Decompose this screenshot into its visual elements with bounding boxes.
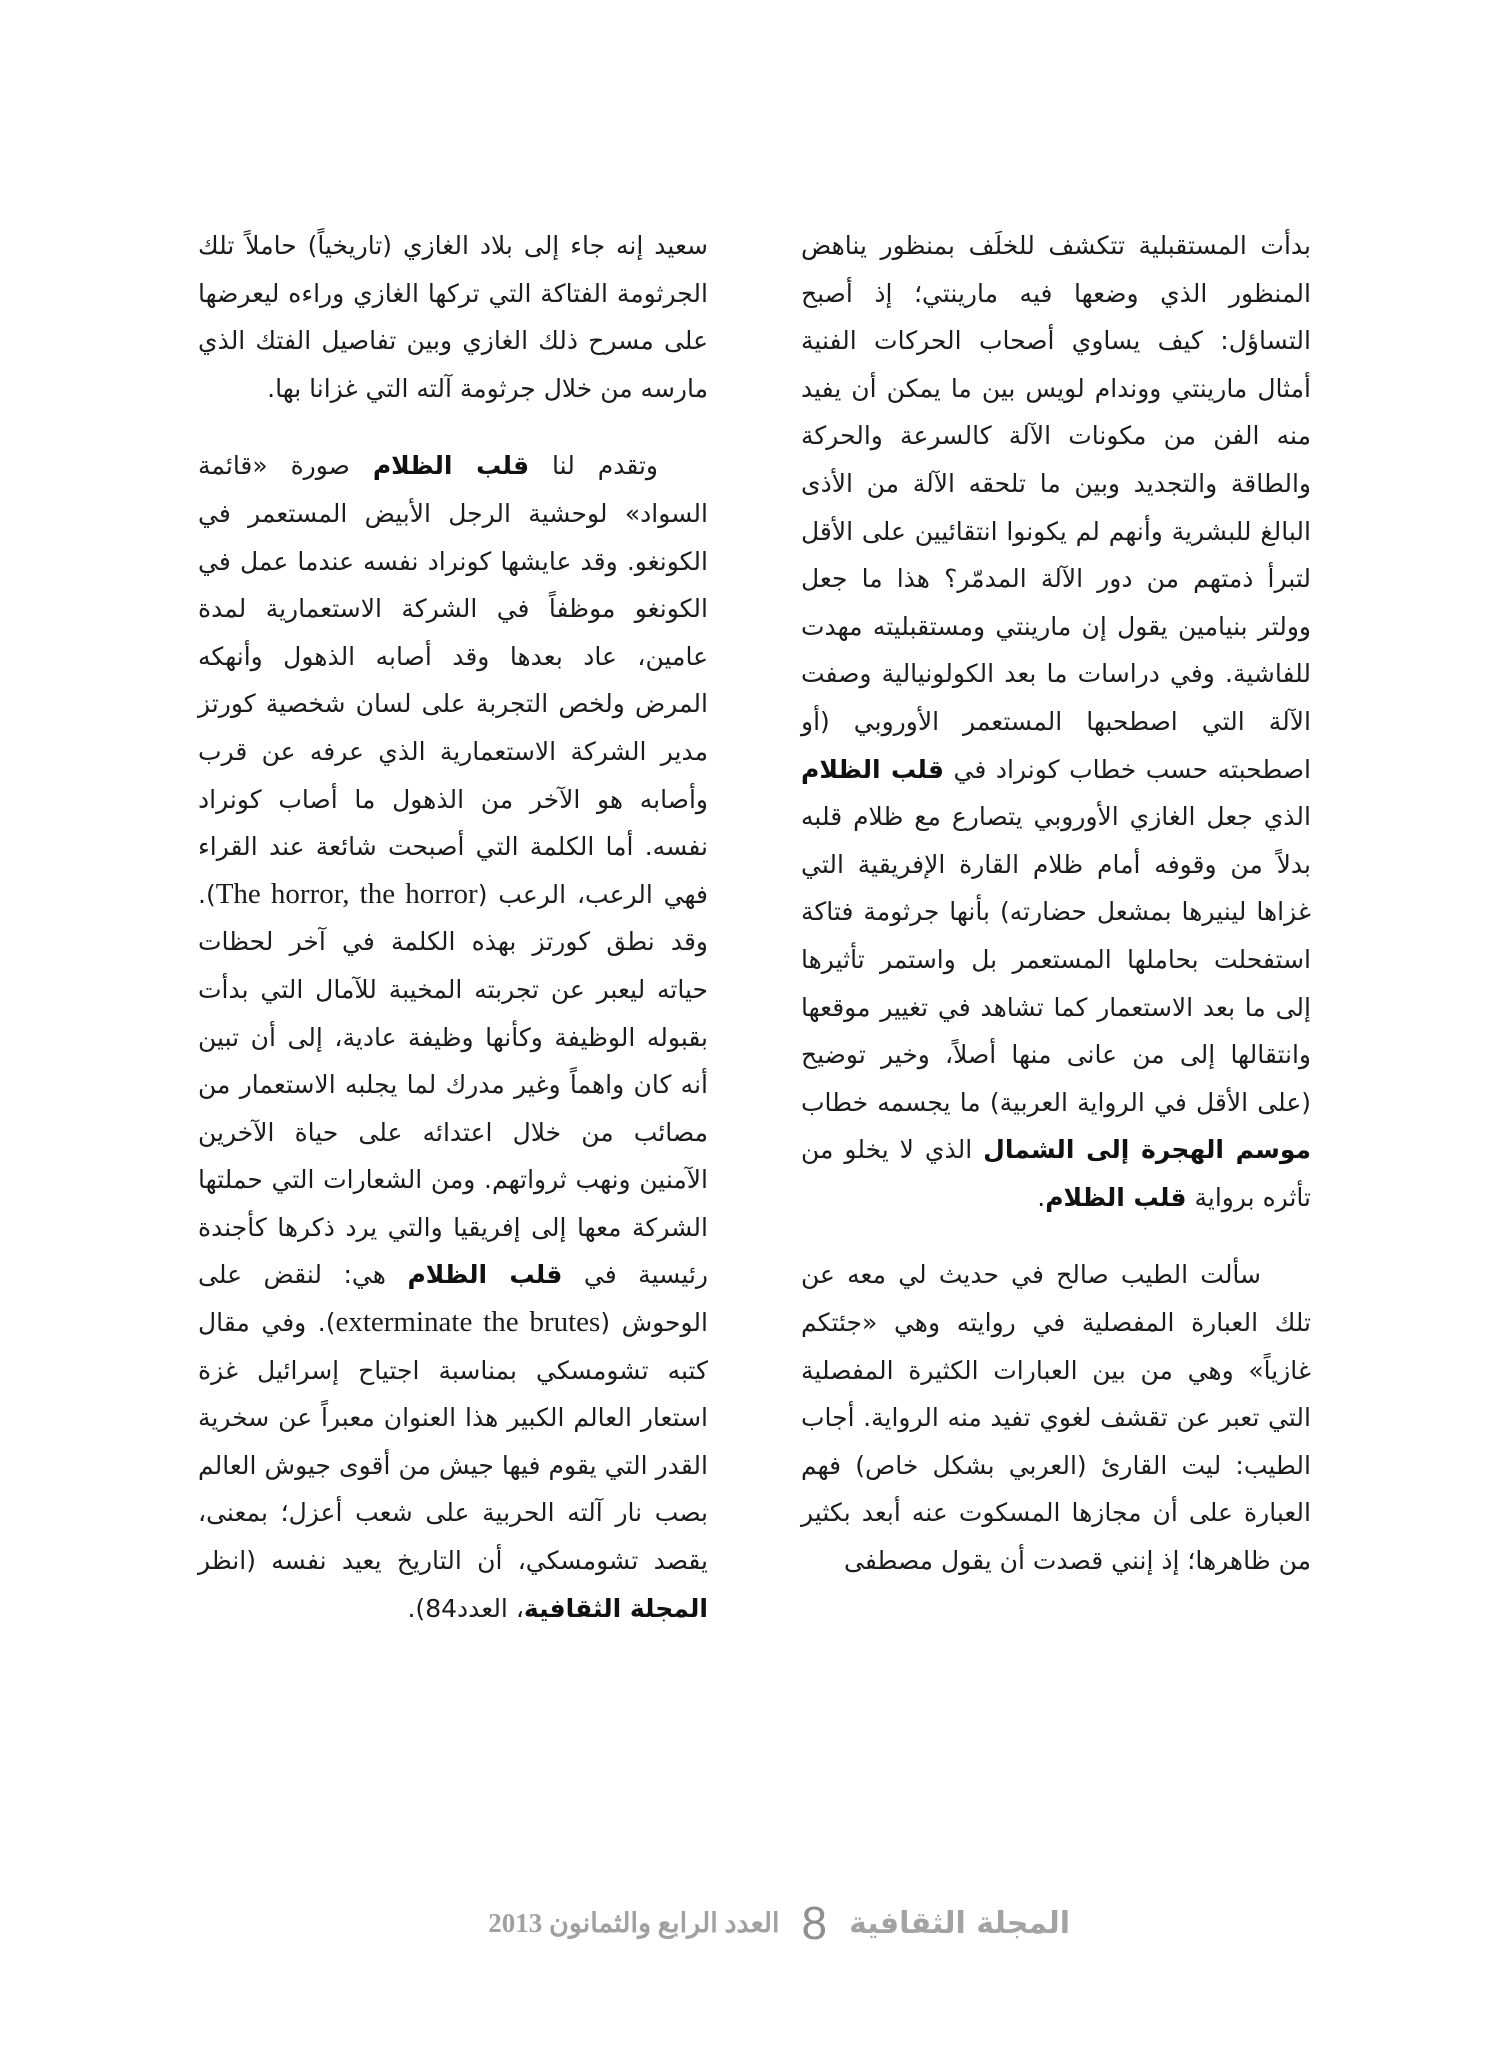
page-number: 8 [801,1897,828,1949]
book-title-bold: قلب الظلام [407,1260,563,1290]
book-title-bold: قلب الظلام [1045,1182,1187,1212]
magazine-title-bold: المجلة الثقافية [523,1593,708,1623]
text-run: صورة «قائمة السواد» لوحشية الرجل الأبيض المستعمر في الكونغو. وقد عايشها كونراد نفسه عندما عمل في الكونغو موظفاً في الشركة الاستعمارية لمدة عامين، عاد بعدها وقد أصابه الذهول وأنهكه المرض ولخص التجربة على لسان شخصية كورتز مدير الشركة الاستعمارية الذي عرفه عن قرب وأصابه هو الآخر من الذهول ما أصاب كونراد نفسه. أما الكلمة التي أصبحت شائعة عند القراء فهي الرعب، الرعب ( [198,451,708,909]
text-run: ). وفي مقال كتبه تشومسكي بمناسبة اجتياح إسرائيل غزة استعار العالم الكبير هذا العنوان معبراً عن سخرية القدر التي يقوم فيها جيش من أقوى جيوش العالم بصب نار آلته الحربية على شعب أعزل؛ بمعنى، يقصد تشومسكي، أن التاريخ يعيد نفسه (انظر [198,1308,708,1576]
book-title-bold: قلب الظلام [801,754,944,784]
book-title-bold: موسم الهجرة إلى الشمال [983,1135,1311,1165]
page-footer [430,1893,1070,1953]
book-title-bold: قلب الظلام [372,451,530,481]
text-run: ). وقد نطق كورتز بهذه الكلمة في آخر لحظات حياته ليعبر عن تجربته المخيبة للآمال التي بدأت بقبوله الوظيفة وكأنها وظيفة عادية، إلى أن تبين أنه كان واهماً وغير مدرك لما يجلبه الاستعمار من مصائب من خلال اعتدائه على حياة الآخرين الآمنين ونهب ثرواتهم. ومن الشعارات التي حملتها الشركة معها إلى إفريقيا والتي يرد ذكرها كأجندة رئيسية في [198,879,708,1290]
text-run: هي: لنقض على الوحوش ( [198,1260,708,1338]
footer-magazine-name: المجلة الثقافية [849,1905,1070,1941]
english-quote: The horror, the horror [215,877,478,910]
paragraph [801,222,1311,1221]
text-run: بدأت المستقبلية تتكشف للخلَف بمنظور يناهض المنظور الذي وضعها فيه مارينتي؛ إذ أصبح التساؤل: كيف يساوي أصحاب الحركات الفنية أمثال مارينتي ووندام لويس بين ما يمكن أن يفيد منه الفن من مكونات الآلة كالسرعة والحركة والطاقة والتجديد وبين ما تلحقه الآلة من الأذى البالغ للبشرية وأنهم لم يكونوا انتقائيين على الأقل لتبرأ ذمتهم من دور الآلة المدمّر؟ هذا ما جعل وولتر بنيامين يقول إن مارينتي ومستقبليته مهدت للفاشية. وفي دراسات ما بعد الكولونيالية وصفت الآلة التي اصطحبها المستعمر الأوروبي (أو اصطحبته حسب خطاب كونراد في [801,231,1311,784]
text-run: ، العدد84). [407,1593,524,1623]
text-run: وتقدم لنا [529,451,659,481]
text-run: الذي جعل الغازي الأوروبي يتصارع مع ظلام قلبه بدلاً من وقوفه أمام ظلام القارة الإفريقية التي غزاها لينيرها بمشعل حضارته) بأنها جرثومة فتاكة استفحلت بحاملها المستعمر بل واستمر تأثيرها إلى ما بعد الاستعمار كما تشاهد في تغيير موقعها وانتقالها إلى من عانى منها أصلاً، وخير توضيح (على الأقل في الرواية العربية) ما يجسمه خطاب [801,802,1311,1117]
paragraph [198,442,708,1632]
paragraph: سعيد إنه جاء إلى بلاد الغازي (تاريخياً) حاملاً تلك الجرثومة الفتاكة التي تركها الغازي وراءه ليعرضها على مسرح ذلك الغازي وبين تفاصيل الفتك الذي مارسه من خلال جرثومة آلته التي غزانا بها. [198,231,708,403]
article-column-right [801,222,1311,1585]
article-column-left [198,222,708,1632]
english-quote: exterminate the brutes [335,1306,601,1339]
footer-issue-label: العدد الرابع والثمانون 2013 [488,1907,780,1938]
paragraph: سألت الطيب صالح في حديث لي معه عن تلك العبارة المفصلية في روايته وهي «جئتكم غازياً» وهي من بين العبارات الكثيرة المفصلية التي تعبر عن تقشف لغوي تفيد منه الرواية. أجاب الطيب: ليت القارئ (العربي بشكل خاص) فهم العبارة على أن مجازها المسكوت عنه أبعد بكثير من ظاهرها؛ إذ إنني قصدت أن يقول مصطفى [801,1260,1311,1576]
text-run: الذي لا يخلو من تأثره برواية [801,1135,1311,1212]
text-run: . [1037,1182,1046,1212]
